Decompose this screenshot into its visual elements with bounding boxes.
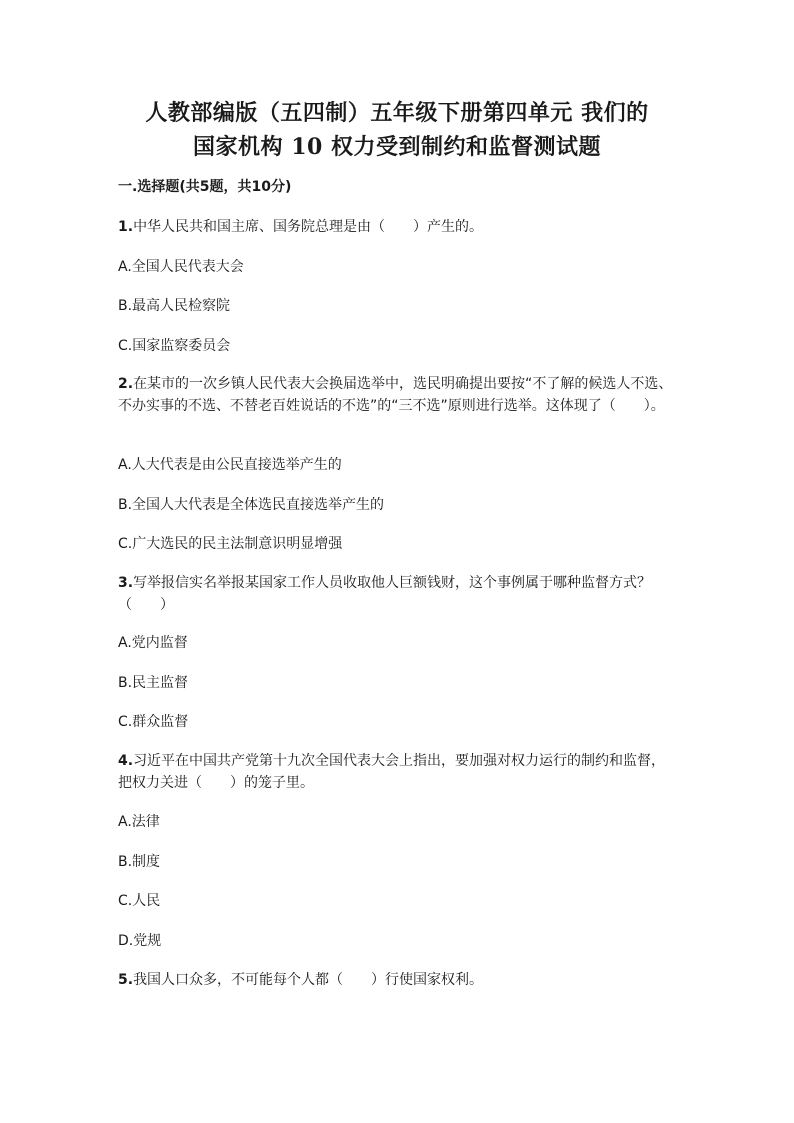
question-number: 5. xyxy=(118,972,134,988)
question-number: 3. xyxy=(118,575,134,591)
document-title-line-1: 人教部编版（五四制）五年级下册第四单元 我们的 xyxy=(145,100,649,126)
question-number: 4. xyxy=(118,753,134,769)
question-3-option-c: C.群众监督 xyxy=(118,714,189,730)
question-1-option-b: B.最高人民检察院 xyxy=(118,298,231,314)
question-number: 1. xyxy=(118,219,134,235)
question-4-option-b: B.制度 xyxy=(118,854,161,870)
question-text: 中华人民共和国主席、国务院总理是由（ ）产生的。 xyxy=(133,219,484,235)
section-heading: 一.选择题(共5题，共10分) xyxy=(118,179,292,195)
question-3-option-a: A.党内监督 xyxy=(118,635,188,651)
question-number: 2. xyxy=(118,376,134,392)
question-3 xyxy=(118,572,678,616)
question-3-option-b: B.民主监督 xyxy=(118,675,189,691)
question-text: 写举报信实名举报某国家工作人员收取他人巨额钱财，这个事例属于哪种监督方式？（ ） xyxy=(118,575,652,613)
question-2-option-b: B.全国人大代表是全体选民直接选举产生的 xyxy=(118,497,385,513)
document-title-line-2: 国家机构 10 权力受到制约和监督测试题 xyxy=(193,134,601,160)
question-4 xyxy=(118,750,678,794)
question-1-option-a: A.全国人民代表大会 xyxy=(118,259,244,275)
question-5 xyxy=(118,969,678,991)
question-1-option-c: C.国家监察委员会 xyxy=(118,338,231,354)
question-4-option-c: C.人民 xyxy=(118,893,161,909)
question-2-option-a: A.人大代表是由公民直接选举产生的 xyxy=(118,457,342,473)
question-2-option-c: C.广大选民的民主法制意识明显增强 xyxy=(118,536,343,552)
question-1 xyxy=(118,216,678,238)
question-text: 在某市的一次乡镇人民代表大会换届选举中，选民明确提出要按“不了解的候选人不选、不办实事的不选、不替老百姓说话的不选”的“三不选”原则进行选举。这体现了（ ）。 xyxy=(118,376,673,414)
question-4-option-a: A.法律 xyxy=(118,814,160,830)
question-text: 我国人口众多，不可能每个人都（ ）行使国家权利。 xyxy=(133,972,484,988)
question-2 xyxy=(118,373,678,417)
question-4-option-d: D.党规 xyxy=(118,933,162,949)
question-text: 习近平在中国共产党第十九次全国代表大会上指出，要加强对权力运行的制约和监督，把权力关进（ ）的笼子里。 xyxy=(118,753,666,791)
